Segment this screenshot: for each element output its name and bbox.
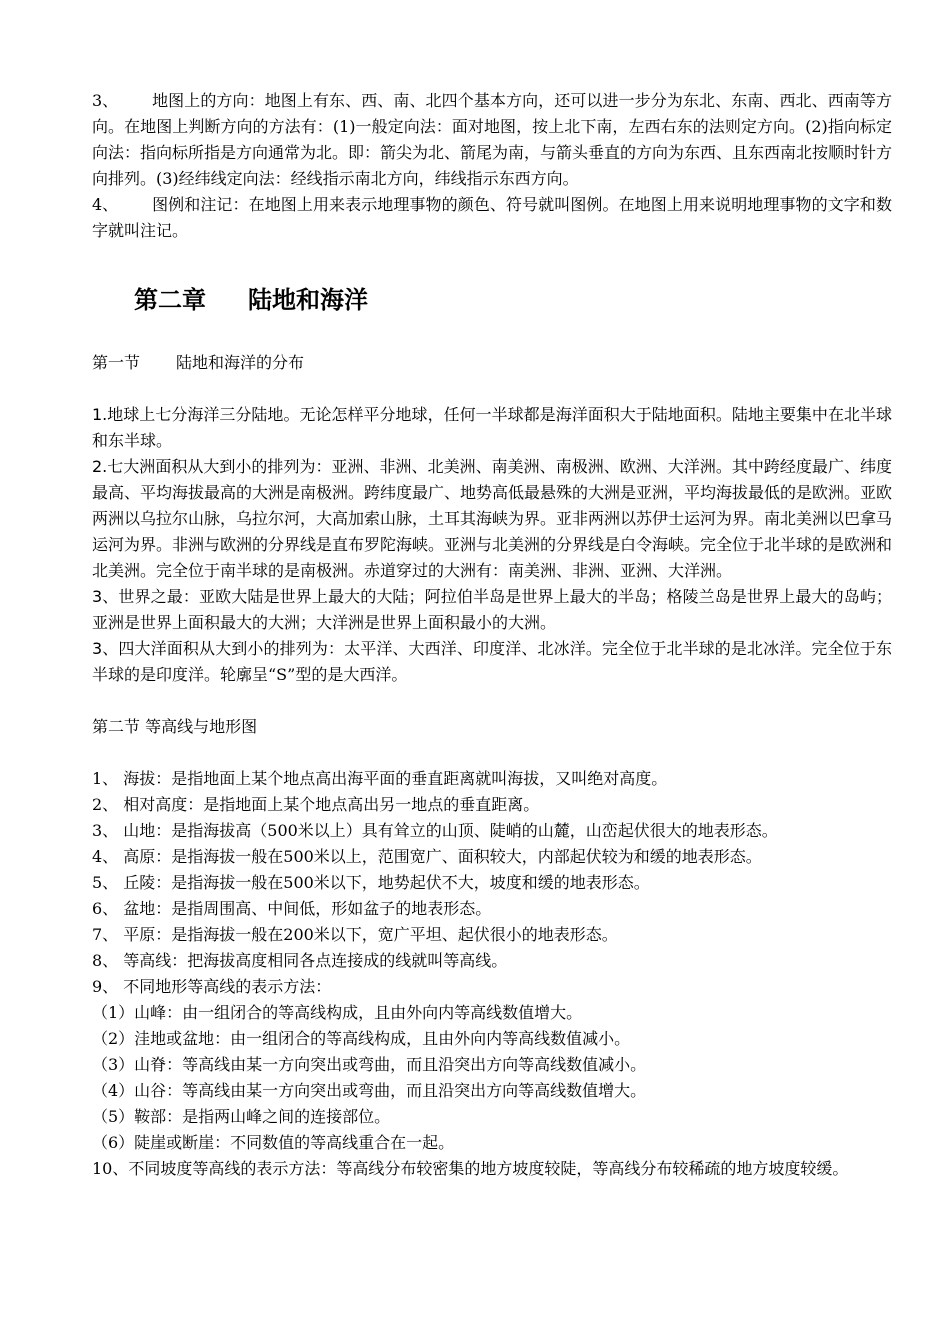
section-1-item-number: 3、 — [92, 587, 119, 606]
section-1-item — [92, 584, 892, 636]
section-2-item: 6、 盆地：是指周围高、中间低，形如盆子的地表形态。 — [92, 899, 492, 918]
intro-item-3-text: 地图上的方向：地图上有东、西、南、北四个基本方向，还可以进一步分为东北、东南、西北、西南等方向。在地图上判断方向的方法有：(1)一般定向法：面对地图，按上北下南，左西右东的法则定方向。(2)指向标定向法：指向标所指是方向通常为北。即：箭尖为北、箭尾为南，与箭头垂直的方向为东西、且东西南北按顺时针方向排列。(3)经纬线定向法：经线指示南北方向，纬线指示东西方向。 — [92, 91, 893, 188]
section-2-item: 4、 高原：是指海拔一般在500米以上，范围宽广、面积较大，内部起伏较为和缓的地表形态。 — [92, 847, 762, 866]
section-1-title: 陆地和海洋的分布 — [176, 353, 305, 372]
section-2-item: 1、 海拔：是指地面上某个地点高出海平面的垂直距离就叫海拔，又叫绝对高度。 — [92, 769, 668, 788]
section-2-sub-item: （3）山脊：等高线由某一方向突出或弯曲，而且沿突出方向等高线数值减小。 — [92, 1055, 647, 1074]
section-2-sub-item: （1）山峰：由一组闭合的等高线构成，且由外向内等高线数值增大。 — [92, 1003, 583, 1022]
section-1-item-text: 七大洲面积从大到小的排列为：亚洲、非洲、北美洲、南美洲、南极洲、欧洲、大洋洲。其中跨经度最广、纬度最高、平均海拔最高的大洲是南极洲。跨纬度最广、地势高低最悬殊的大洲是亚洲，平均海拔最低的是欧洲。亚欧两洲以乌拉尔山脉，乌拉尔河，大高加索山脉，土耳其海峡为界。亚非两洲以苏伊士运河为界。南北美洲以巴拿马运河为界。非洲与欧洲的分界线是直布罗陀海峡。亚洲与北美洲的分界线是白令海峡。完全位于北半球的是欧洲和北美洲。完全位于南半球的是南极洲。赤道穿过的大洲有：南美洲、非洲、亚洲、大洋洲。 — [92, 457, 893, 580]
section-2-item: 8、 等高线：把海拔高度相同各点连接成的线就叫等高线。 — [92, 951, 508, 970]
section-2-item: 7、 平原：是指海拔一般在200米以下，宽广平坦、起伏很小的地表形态。 — [92, 925, 618, 944]
section-1-heading — [92, 350, 892, 376]
intro-item-4 — [92, 192, 892, 244]
section-2-sub-item: （4）山谷：等高线由某一方向突出或弯曲，而且沿突出方向等高线数值增大。 — [92, 1081, 647, 1100]
intro-item-3 — [92, 88, 892, 192]
chapter-heading — [134, 276, 892, 324]
section-1-item-text: 四大洋面积从大到小的排列为：太平洋、大西洋、印度洋、北冰洋。完全位于北半球的是北冰洋。完全位于东半球的是印度洋。轮廓呈“S”型的是大西洋。 — [92, 639, 892, 684]
section-2-heading: 第二节 等高线与地形图 — [92, 717, 258, 736]
section-2-item: 3、 山地：是指海拔高（500米以上）具有耸立的山顶、陡峭的山麓，山峦起伏很大的地表形态。 — [92, 821, 778, 840]
section-1-item-number: 3、 — [92, 639, 119, 658]
section-2-item: 2、 相对高度：是指地面上某个地点高出另一地点的垂直距离。 — [92, 795, 540, 814]
section-1-item — [92, 636, 892, 688]
section-1-item-number: 1. — [92, 405, 108, 424]
document-page — [92, 88, 892, 1182]
section-2-sub-item: （2）洼地或盆地：由一组闭合的等高线构成，且由外向内等高线数值减小。 — [92, 1029, 631, 1048]
section-1-item-text: 地球上七分海洋三分陆地。无论怎样平分地球，任何一半球都是海洋面积大于陆地面积。陆地主要集中在北半球和东半球。 — [92, 405, 892, 450]
section-1-item-number: 2. — [92, 457, 108, 476]
intro-item-4-text: 图例和注记：在地图上用来表示地理事物的颜色、符号就叫图例。在地图上用来说明地理事物的文字和数字就叫注记。 — [92, 195, 892, 240]
chapter-number: 第二章 — [134, 286, 206, 314]
section-2-item: 10、不同坡度等高线的表示方法：等高线分布较密集的地方坡度较陡，等高线分布较稀疏的地方坡度较缓。 — [92, 1159, 849, 1178]
section-2-sub-item: （5）鞍部：是指两山峰之间的连接部位。 — [92, 1107, 391, 1126]
section-1-item-text: 世界之最：亚欧大陆是世界上最大的大陆；阿拉伯半岛是世界上最大的半岛；格陵兰岛是世界上最大的岛屿；亚洲是世界上面积最大的大洲；大洋洲是世界上面积最小的大洲。 — [92, 587, 892, 632]
section-2-item: 9、 不同地形等高线的表示方法： — [92, 977, 332, 996]
chapter-title: 陆地和海洋 — [248, 286, 368, 314]
section-2-sub-item: （6）陡崖或断崖：不同数值的等高线重合在一起。 — [92, 1133, 455, 1152]
section-1-number: 第一节 — [92, 353, 141, 372]
section-1-item — [92, 454, 892, 584]
section-2-item: 5、 丘陵：是指海拔一般在500米以下，地势起伏不大，坡度和缓的地表形态。 — [92, 873, 650, 892]
intro-item-4-number: 4、 — [92, 195, 119, 214]
intro-item-3-number: 3、 — [92, 91, 119, 110]
section-1-item — [92, 402, 892, 454]
